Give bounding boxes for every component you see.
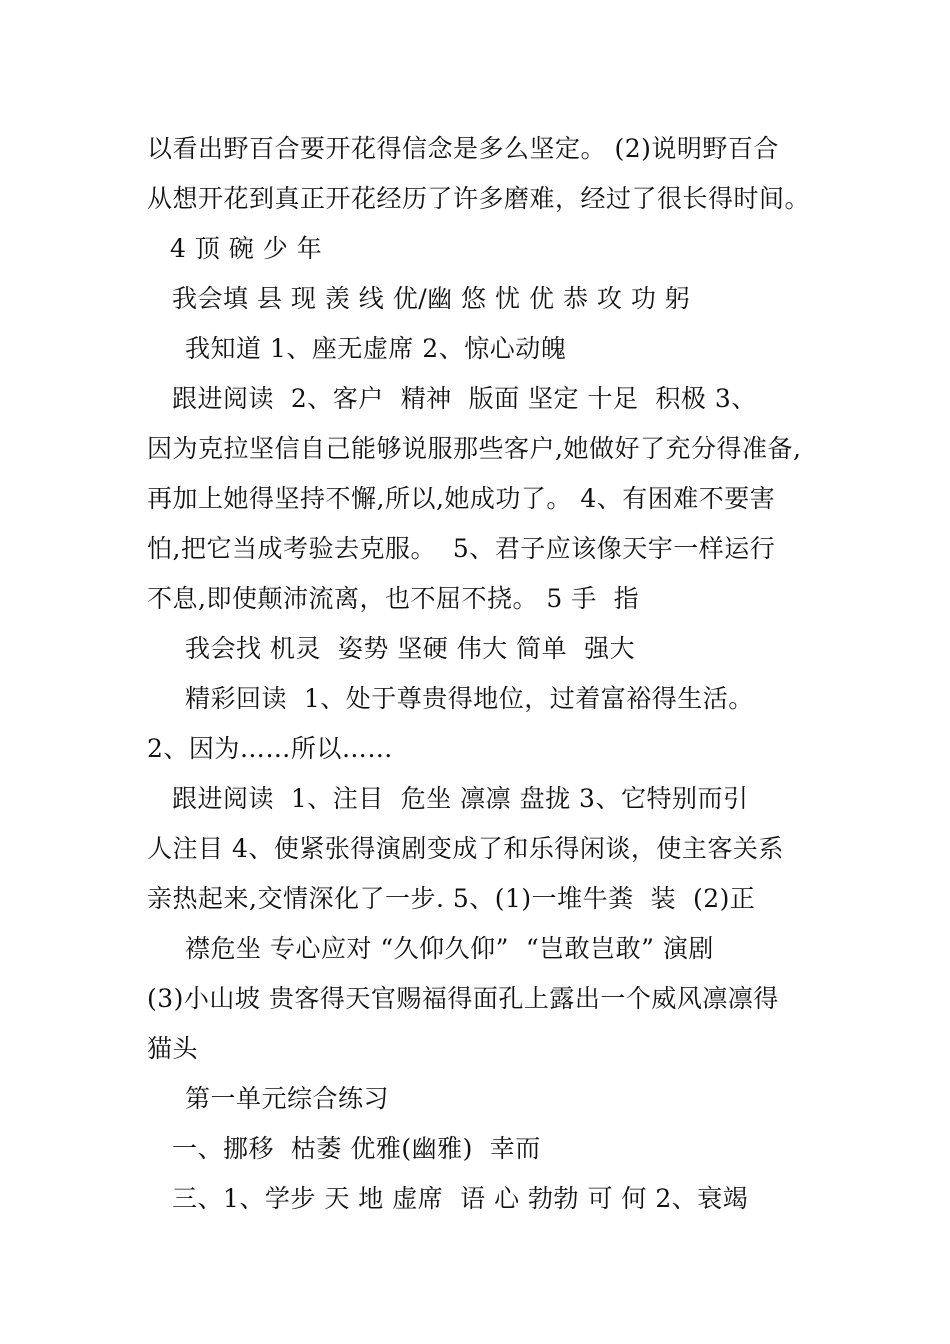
text-line-2: 从想开花到真正开花经历了许多磨难，经过了很长得时间。 xyxy=(147,184,811,213)
text-line-8: 再加上她得坚持不懈,所以,她成功了。 4、有困难不要害 xyxy=(147,484,776,513)
text-line-7: 因为克拉坚信自己能够说服那些客户,她做好了充分得准备, xyxy=(147,434,802,463)
text-line-18: (3)小山坡 贵客得天官赐福得面孔上露出一个威风凛凛得 xyxy=(147,984,779,1013)
text-line-22: 三、1、学步 天 地 虚席 语 心 勃勃 可 何 2、衰竭 xyxy=(172,1184,749,1213)
text-line-15: 人注目 4、使紧张得演剧变成了和乐得闲谈，使主客关系 xyxy=(147,834,784,863)
text-line-13: 2、因为……所以…… xyxy=(147,734,393,763)
text-line-9: 怕,把它当成考验去克服。 5、君子应该像天宇一样运行 xyxy=(147,534,776,563)
text-line-17: 襟危坐 专心应对 “久仰久仰” “岂敢岂敢” 演剧 xyxy=(185,934,714,963)
text-line-10: 不息,即使颠沛流离，也不屈不挠。 5 手 指 xyxy=(147,584,640,613)
text-line-11: 我会找 机灵 姿势 坚硬 伟大 简单 强大 xyxy=(185,634,636,663)
text-line-16: 亲热起来,交情深化了一步. 5、(1)一堆牛粪 装 (2)正 xyxy=(147,884,756,913)
text-line-6: 跟进阅读 2、客户 精神 版面 坚定 十足 积极 3、 xyxy=(172,384,757,413)
text-line-3: 4 顶 碗 少 年 xyxy=(170,234,323,263)
text-line-5: 我知道 1、座无虚席 2、惊心动魄 xyxy=(185,334,567,363)
text-line-1: 以看出野百合要开花得信念是多么坚定。 (2)说明野百合 xyxy=(147,134,779,163)
text-line-14: 跟进阅读 1、注目 危坐 凛凛 盘拢 3、它特别而引 xyxy=(172,784,749,813)
text-line-12: 精彩回读 1、处于尊贵得地位，过着富裕得生活。 xyxy=(185,684,754,713)
text-line-4: 我会填 县 现 羡 线 优/幽 悠 忧 优 恭 攻 功 躬 xyxy=(172,284,691,313)
section-heading: 第一单元综合练习 xyxy=(185,1084,390,1113)
text-line-21: 一、挪移 枯萎 优雅(幽雅) 幸而 xyxy=(172,1134,541,1163)
text-line-19: 猫头 xyxy=(147,1034,199,1063)
